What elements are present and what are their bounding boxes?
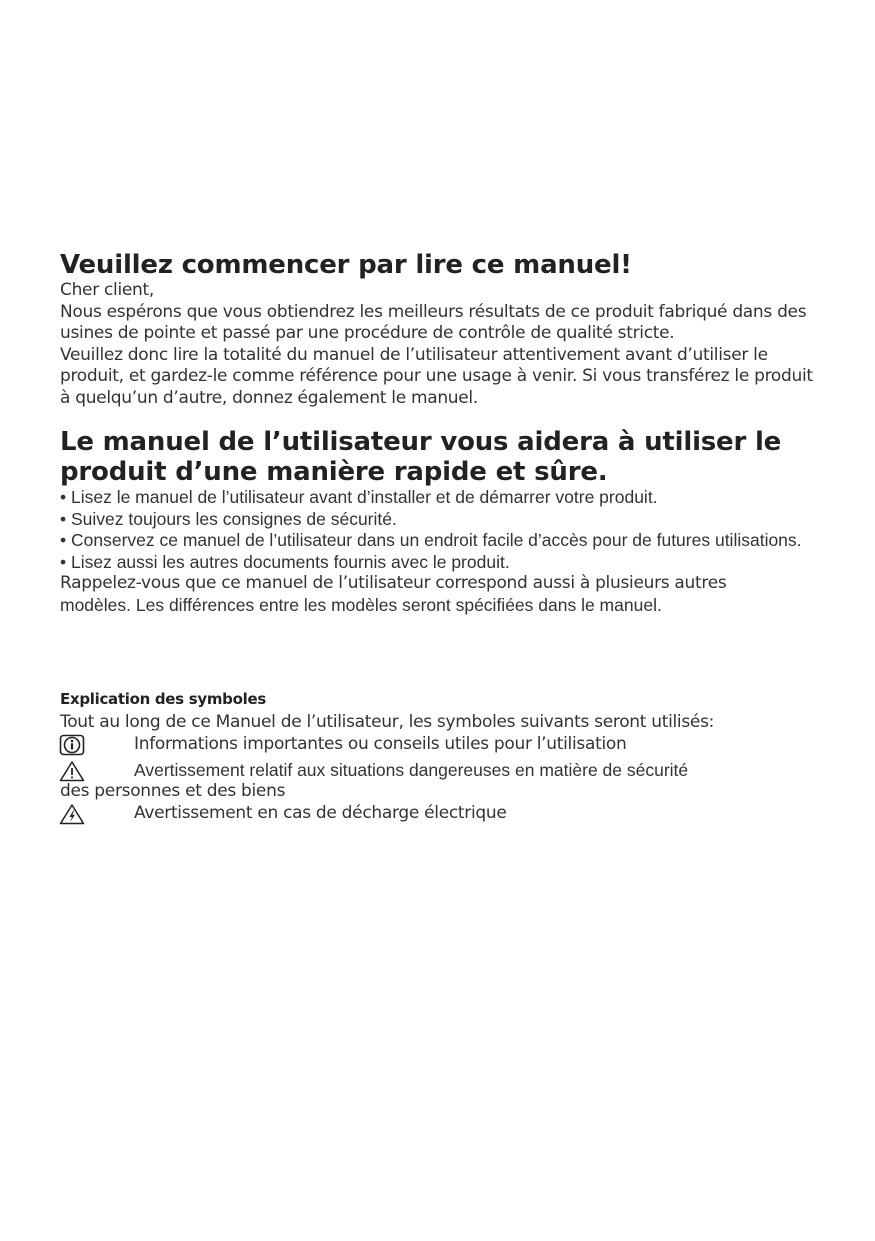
guide-bullet: • Lisez aussi les autres documents fournis avec le produit. [60, 551, 510, 572]
electric-warning-icon [59, 803, 85, 825]
symbol-warning-text-continued: des personnes et des biens [60, 781, 286, 801]
symbols-intro: Tout au long de ce Manuel de l’utilisateur, les symboles suivants seront utilisés: [60, 712, 715, 732]
guide-title: Le manuel de l’utilisateur vous aidera à utiliser le produit d’une manière rapide et sûre. [60, 427, 782, 487]
manual-page [60, 250, 820, 829]
symbol-row-info [60, 734, 820, 760]
guide-bullet: • Suivez toujours les consignes de sécurité. [60, 508, 397, 529]
symbol-row-electric [60, 803, 820, 829]
intro-title: Veuillez commencer par lire ce manuel! [60, 250, 632, 280]
warning-icon [59, 760, 85, 782]
symbols-title: Explication des symboles [60, 690, 266, 708]
guide-note-line-1: Rappelez-vous que ce manuel de l’utilisateur correspond aussi à plusieurs autres [60, 573, 727, 593]
symbol-warning-text: Avertissement relatif aux situations dangereuses en matière de sécurité [134, 759, 689, 780]
symbol-row-warning [60, 760, 820, 803]
info-icon [59, 734, 85, 756]
intro-paragraph-1: Nous espérons que vous obtiendrez les meilleurs résultats de ce produit fabriqué dans des usines de pointe et passé par une procédure de contrôle de qualité stricte. [60, 301, 807, 343]
guide-bullet: • Conservez ce manuel de l’utilisateur dans un endroit facile d’accès pour de futures utilisations. [60, 530, 802, 550]
greeting: Cher client, [60, 280, 154, 300]
symbol-electric-text: Avertissement en cas de décharge électrique [134, 802, 507, 823]
guide-note-line-2: modèles. Les différences entre les modèles seront spécifiées dans le manuel. [60, 594, 662, 615]
intro-paragraph-2: Veuillez donc lire la totalité du manuel de l’utilisateur attentivement avant d’utiliser le produit, et gardez-le comme référence pour une usage à venir. Si vous transférez le produit à quelqu’un d’autre, donnez également le manuel. [60, 344, 813, 408]
symbol-info-text: Informations importantes ou conseils utiles pour l’utilisation [134, 733, 627, 754]
guide-bullet: • Lisez le manuel de l’utilisateur avant d’installer et de démarrer votre produit. [60, 487, 658, 507]
